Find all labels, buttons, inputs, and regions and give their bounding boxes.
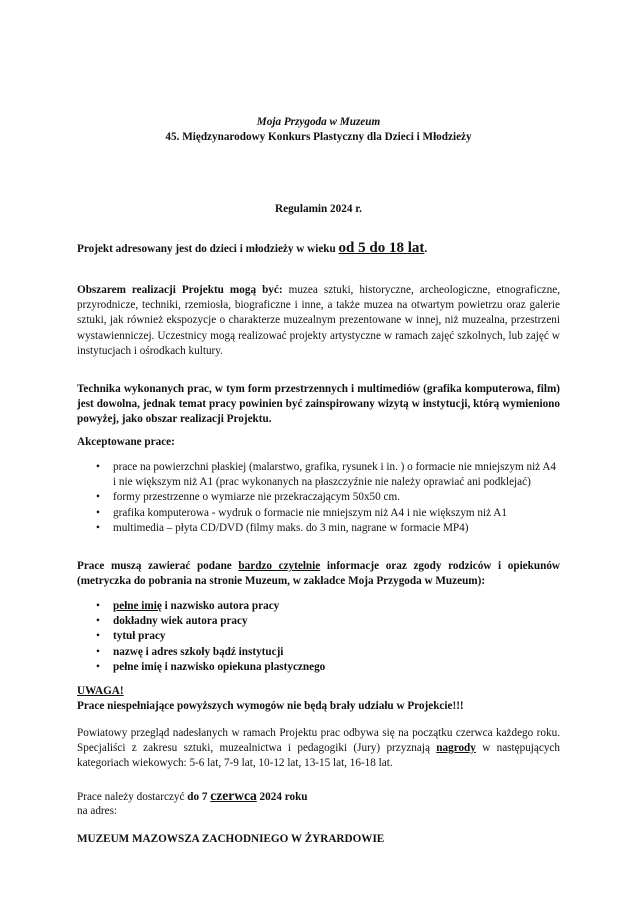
list-item: • nazwę i adres szkoły bądź instytucji: [96, 645, 284, 658]
list-item: • prace na powierzchni płaskiej (malarstwo, grafika, rysunek i in. ) o formacie nie mniejszym niż A4 i nie większym niż A1 (prac wykonanych na płaszczyźnie nie należy oprawiać ani podklejać): [96, 461, 556, 489]
info-list: [77, 599, 560, 675]
accepted-list: [77, 460, 560, 536]
list-item: • pełne imię i nazwisko opiekuna plastycznego: [96, 660, 326, 673]
audience-paragraph: Projekt adresowany jest do dzieci i młodzieży w wieku od 5 do 18 lat.: [77, 240, 428, 256]
review-paragraph: Powiatowy przegląd nadesłanych w ramach Projektu prac odbywa się na początku czerwca każdego roku. Specjaliści z zakresu sztuki, muzealnictwa i pedagogiki (Jury) przyznają nagrody w następujących kategoriach wiekowych: 5-6 lat, 7-9 lat, 10-12 lat, 13-15 lat, 16-18 lat.: [77, 727, 560, 770]
age-range: od 5 do 18 lat: [338, 240, 425, 256]
warning-text: Prace niespełniające powyższych wymogów nie będą brały udziału w Projekcie!!!: [77, 700, 464, 712]
list-item: • grafika komputerowa - wydruk o formacie nie mniejszym niż A4 i nie większym niż A1: [96, 506, 507, 519]
museum-name: MUZEUM MAZOWSZA ZACHODNIEGO W ŻYRARDOWIE: [77, 833, 385, 845]
document-subtitle: 45. Międzynarodowy Konkurs Plastyczny dla Dzieci i Młodzieży: [165, 131, 472, 143]
requirements-paragraph: Prace muszą zawierać podane bardzo czytelnie informacje oraz zgody rodziców i opiekunów (metryczka do pobrania na stronie Muzeum, w zakładce Moja Przygoda w Muzeum):: [77, 560, 560, 588]
document-title: Moja Przygoda w Muzeum: [256, 116, 381, 128]
delivery-month: czerwca: [210, 788, 257, 803]
delivery-address-label: na adres:: [77, 805, 118, 817]
warning-label: UWAGA!: [77, 685, 124, 697]
list-item: • dokładny wiek autora pracy: [96, 615, 248, 628]
list-item: • formy przestrzenne o wymiarze nie przekraczającym 50x50 cm.: [96, 491, 401, 504]
list-item: • pełne imię i nazwisko autora pracy: [96, 600, 280, 612]
list-item: • tytuł pracy: [96, 630, 166, 643]
list-item: • multimedia – płyta CD/DVD (filmy maks. do 3 min, nagrane w formacie MP4): [96, 521, 469, 534]
technique-paragraph: Technika wykonanych prac, w tym form przestrzennych i multimediów (grafika komputerowa, film) jest dowolna, jednak temat pracy powinien być zainspirowany wizytą w instytucji, którą wymieniono powyżej, jako obszar realizacji Projektu.: [77, 383, 560, 426]
accepted-heading: Akceptowane prace:: [77, 436, 175, 448]
delivery-line: Prace należy dostarczyć do 7 czerwca 2024 roku: [77, 788, 308, 803]
area-paragraph: Obszarem realizacji Projektu mogą być: muzea sztuki, historyczne, archeologiczne, etnograficzne, przyrodnicze, techniki, rzemiosła, biograficzne i inne, a także muzea na otwartym powietrzu oraz galerie sztuki, jak również ekspozycje o charakterze muzealnym prezentowane w innej, niż muzealna, przestrzeni wystawienniczej. Uczestnicy mogą realizować projekty artystyczne w ramach zajęć szkolnych, lub zajęć w instytucjach i ośrodkach kultury.: [77, 284, 560, 357]
regulation-heading: Regulamin 2024 r.: [275, 203, 362, 215]
